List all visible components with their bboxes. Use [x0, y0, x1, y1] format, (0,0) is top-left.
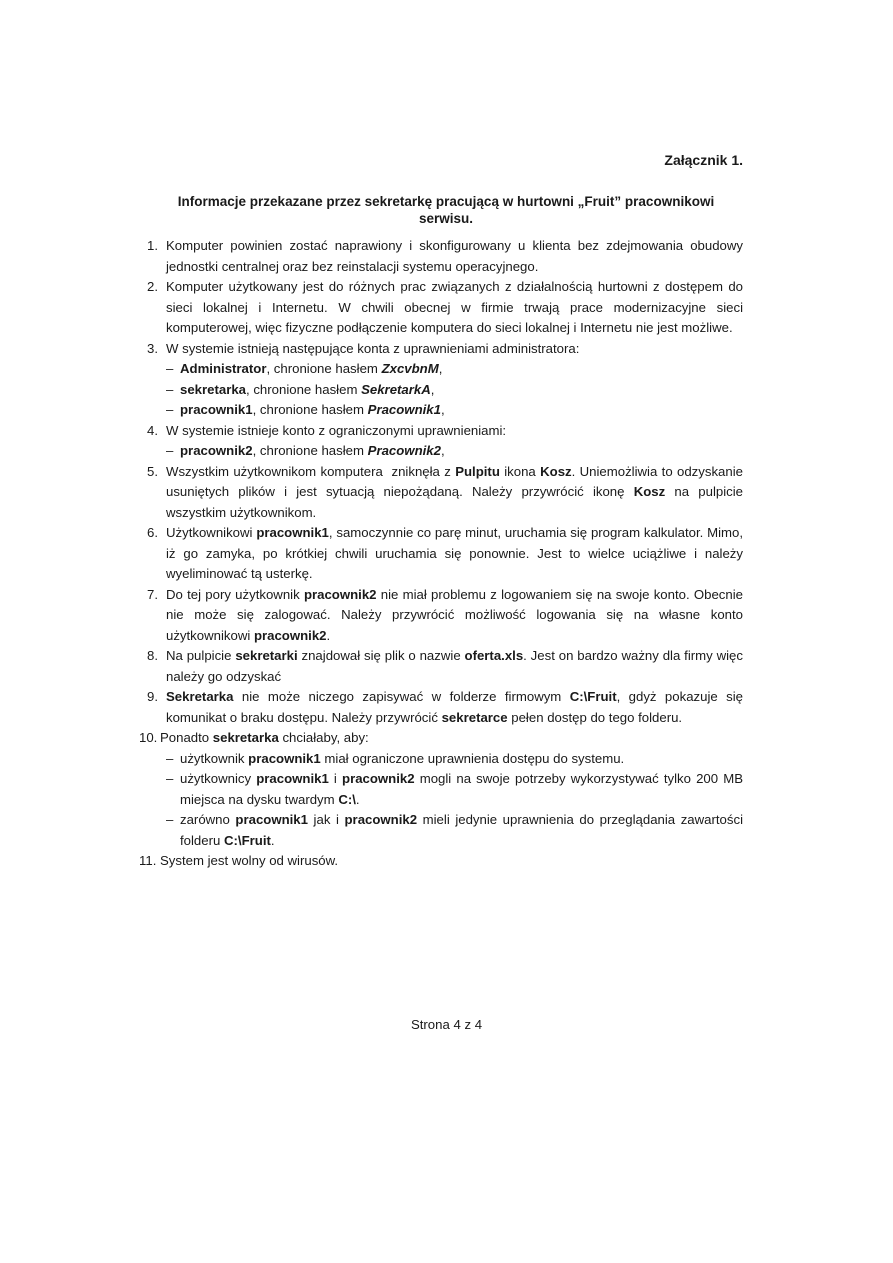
dash-bullet: – — [166, 402, 174, 417]
page-number: Strona 4 z 4 — [410, 1017, 483, 1032]
list-item-text: Na pulpicie sekretarki znajdował się plik o nazwie oferta.xls. Jest on bardzo ważny dla firmy więc należy go odzyskać — [166, 648, 743, 684]
list-item — [139, 851, 743, 872]
list-sub-item-text: pracownik1, chronione hasłem Pracownik1, — [180, 402, 445, 417]
list-item-number: 6. — [147, 525, 158, 540]
list-item-text: Sekretarka nie może niczego zapisywać w folderze firmowym C:\Fruit, gdyż pokazuje się komunikat o braku dostępu. Należy przywrócić sekretarce pełen dostęp do tego folderu. — [166, 689, 743, 725]
list-item — [147, 523, 743, 585]
list-item — [147, 236, 743, 277]
list-sub-item — [166, 359, 743, 380]
list-item-text: System jest wolny od wirusów. — [160, 853, 339, 868]
list-sub-item-text: pracownik2, chronione hasłem Pracownik2, — [180, 443, 445, 458]
list-item-text: Ponadto sekretarka chciałaby, aby: — [160, 730, 369, 745]
list-item-text: Użytkownikowi pracownik1, samoczynnie co parę minut, uruchamia się program kalkulator. Mimo, iż go zamyka, po krótkiej chwili uruchamia się ponownie. Jest to wielce uciążliwe i należy wyeliminować tą usterkę. — [166, 525, 743, 581]
list-sub-item — [166, 769, 743, 810]
dash-bullet: – — [166, 771, 174, 786]
numbered-list — [139, 236, 744, 872]
dash-bullet: – — [166, 381, 174, 397]
document-title: Informacje przekazane przez sekretarkę pracującą w hurtowni „Fruit” pracownikowi serwisu. — [177, 194, 715, 226]
list-item-number: 1. — [147, 238, 158, 253]
list-item-text: Do tej pory użytkownik pracownik2 nie miał problemu z logowaniem się na swoje konto. Obecnie nie może się zalogować. Należy przywrócić możliwość logowania się na własne konto użytkownikowi pracownik2. — [166, 586, 743, 643]
list-item-number: 2. — [147, 279, 158, 294]
annex-label: Załącznik 1. — [664, 152, 743, 168]
list-item — [147, 687, 743, 728]
list-item-text: Wszystkim użytkownikom komputera zniknęła z Pulpitu ikona Kosz. Uniemożliwia to odzyskanie usuniętych plików i jest sytuacją niepożądaną. Należy przywrócić ikonę Kosz na pulpicie wszystkim użytkownikom. — [166, 463, 744, 520]
list-item-number: 7. — [147, 586, 158, 602]
list-sub-item-text: zarówno pracownik1 jak i pracownik2 mieli jedynie uprawnienia do przeglądania zawartości folderu C:\Fruit. — [180, 812, 743, 848]
dash-bullet: – — [166, 750, 174, 766]
list-item — [147, 646, 743, 687]
list-item — [147, 339, 743, 360]
list-sub-item-text: sekretarka, chronione hasłem SekretarkA, — [180, 381, 435, 397]
list-item-number: 10. — [139, 730, 158, 745]
list-item — [147, 277, 743, 339]
list-sub-item-text: Administrator, chronione hasłem ZxcvbnM, — [180, 361, 443, 376]
list-sub-item-text: użytkownicy pracownik1 i pracownik2 mogli na swoje potrzeby wykorzystywać tylko 200 MB miejsca na dysku twardym C:\. — [180, 771, 743, 807]
list-sub-item — [166, 749, 743, 770]
list-item — [147, 421, 743, 442]
list-item — [147, 462, 743, 524]
list-item-text: W systemie istnieje konto z ograniczonymi uprawnieniami: — [166, 422, 507, 438]
list-item-text: W systemie istnieją następujące konta z uprawnieniami administratora: — [166, 340, 580, 356]
list-sub-item — [166, 400, 743, 421]
dash-bullet: – — [166, 443, 174, 458]
dash-bullet: – — [166, 812, 174, 827]
list-item-number: 3. — [147, 340, 158, 356]
list-sub-item — [166, 441, 743, 462]
list-item — [139, 728, 743, 749]
list-sub-item — [166, 810, 743, 851]
list-item-number: 11. — [139, 853, 157, 868]
list-sub-item — [166, 380, 743, 401]
list-item-text: Komputer użytkowany jest do różnych prac związanych z działalnością hurtowni z dostępem do sieci lokalnej i Internetu. W chwili obecnej w firmie trwają prace modernizacyjne sieci komputerowej, więc fizyczne podłączenie komputera do sieci lokalnej i Internetu nie jest możliwe. — [166, 279, 743, 335]
list-item — [147, 585, 743, 647]
list-sub-item-text: użytkownik pracownik1 miał ograniczone uprawnienia dostępu do systemu. — [180, 750, 625, 766]
list-item-text: Komputer powinien zostać naprawiony i skonfigurowany u klienta bez zdejmowania obudowy jednostki centralnej oraz bez reinstalacji systemu operacyjnego. — [166, 238, 743, 274]
dash-bullet: – — [166, 361, 174, 376]
list-item-number: 4. — [147, 422, 158, 438]
list-item-number: 5. — [147, 463, 158, 479]
list-item-number: 9. — [147, 689, 158, 704]
list-item-number: 8. — [147, 648, 158, 663]
